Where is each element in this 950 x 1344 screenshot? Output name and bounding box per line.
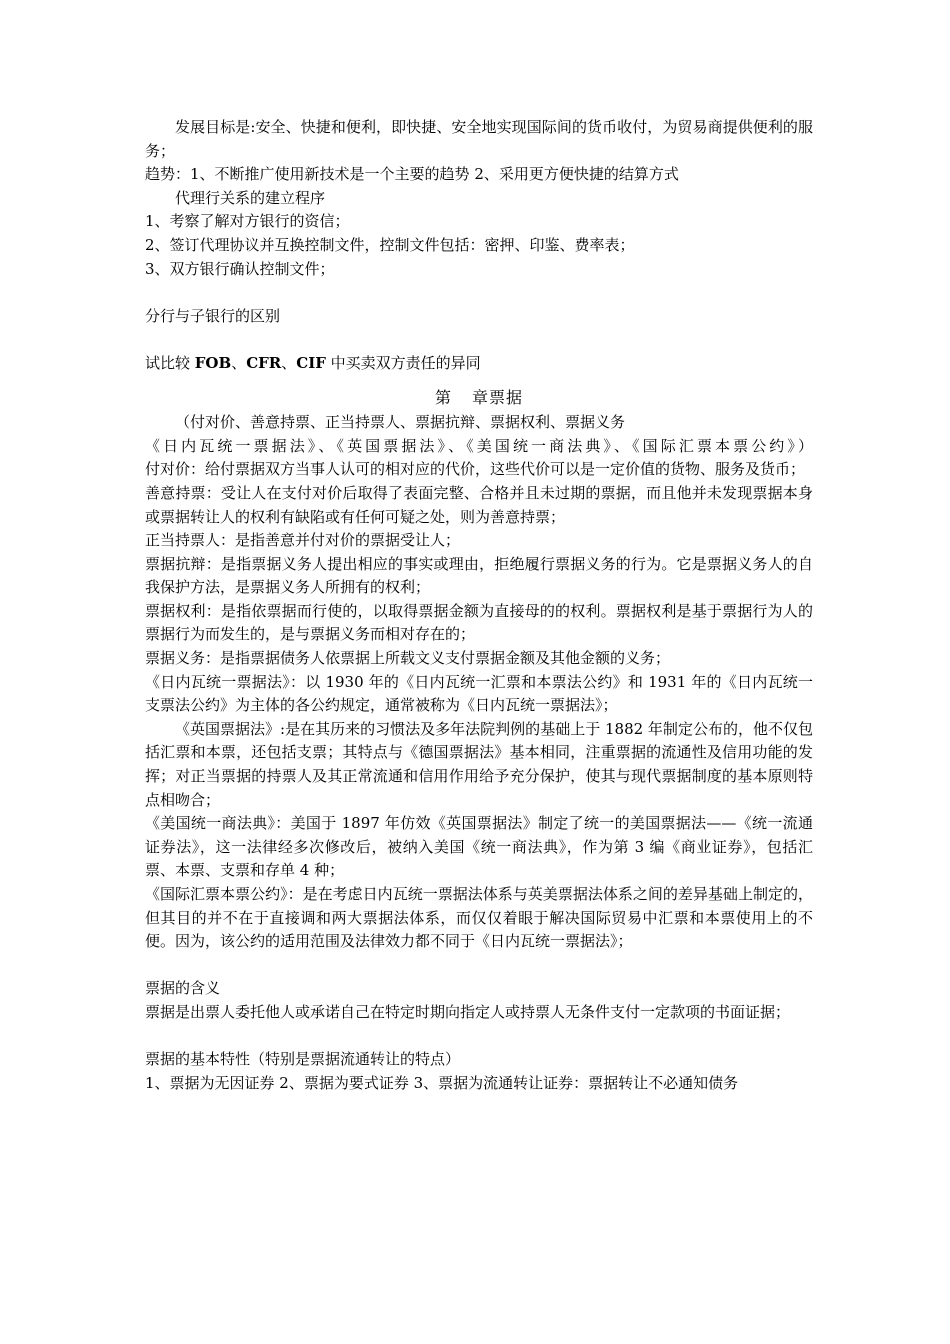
paragraph-bill-meaning: 票据是出票人委托他人或承诺自己在特定时期向指定人或持票人无条件支付一定款项的书面证据； (145, 1002, 791, 1021)
heading-bill-characteristics: 票据的基本特性（特别是票据流通转让的特点） (145, 1050, 461, 1069)
definition-international-convention: 《国际汇票本票公约》：是在考虑日内瓦统一票据法体系与英美票据法体系之间的差异基础上制定的，但其目的并不在于直接调和两大票据法体系，而仅仅着眼于解决国际贸易中汇票和本票使用上的不便。因为，该公约的适用范围及法律效力都不同于《日内瓦统一票据法》； (145, 885, 813, 951)
blank-line (145, 328, 813, 352)
definition-defense: 票据抗辩：是指票据义务人提出相应的事实或理由，拒绝履行票据义务的行为。它是票据义务人的自我保护方法，是票据义务人所拥有的权利； (145, 554, 813, 597)
term-cif: CIF (296, 353, 326, 372)
definition-us-ucc: 《美国统一商法典》：美国于 1897 年仿效《英国票据法》制定了统一的美国票据法——《统一流通证券法》，这一法律经多次修改后，被纳入美国《统一商法典》，作为第 3 编《商业证券》，包括汇票、本票、支票和存单 4 种； (145, 814, 813, 880)
paragraph-keyword-list: （付对价、善意持票、正当持票人、票据抗辩、票据权利、票据义务 (175, 413, 626, 432)
heading-branch-vs-subsidiary: 分行与子银行的区别 (145, 306, 281, 325)
chapter-title: 第 章票据 (434, 387, 524, 407)
term-fob: FOB (194, 353, 232, 372)
blank-line (145, 954, 813, 978)
paragraph-development-goal: 发展目标是:安全、快捷和便利，即快捷、安全地实现国际间的货币收付，为贸易商提供便利的服务； (145, 118, 813, 160)
list-item-2: 2、签订代理协议并互换控制文件，控制文件包括：密押、印鉴、费率表； (145, 235, 635, 254)
definition-bona-fide-holding: 善意持票：受让人在支付对价后取得了表面完整、合格并且未过期的票据，而且他并未发现票据本身或票据转让人的权利有缺陷或有任何可疑之处，则为善意持票； (145, 483, 813, 526)
blank-line (145, 1025, 813, 1049)
list-item-3: 3、双方银行确认控制文件； (145, 259, 335, 278)
definition-uk-bills-act: 《英国票据法》:是在其历来的习惯法及多年法院判例的基础上于 1882 年制定公布的，他不仅包括汇票和本票，还包括支票；其特点与《德国票据法》基本相同，注重票据的流通性及信用功能的发挥；对正当票据的持票人及其正常流通和信用作用给予充分保护，使其与现代票据制度的基本原则特点相吻合； (145, 719, 813, 809)
definition-rights: 票据权利：是指依票据而行使的，以取得票据金额为直接母的的权利。票据权利是基于票据行为人的票据行为而发生的，是与票据义务而相对存在的； (145, 601, 813, 644)
definition-geneva-law: 《日内瓦统一票据法》：以 1930 年的《日内瓦统一汇票和本票法公约》和 1931 年的《日内瓦统一支票法公约》为主体的各公约规定，通常被称为《日内瓦统一票据法》； (145, 672, 813, 715)
heading-correspondent-procedure: 代理行关系的建立程序 (175, 188, 326, 207)
heading-bill-meaning: 票据的含义 (145, 979, 221, 998)
definition-obligations: 票据义务：是指票据债务人依票据上所载文义支付票据金额及其他金额的义务； (145, 649, 671, 668)
paragraph-bill-characteristics: 1、票据为无因证券 2、票据为要式证券 3、票据为流通转让证券：票据转让不必通知债务 (145, 1073, 739, 1092)
document-page (145, 116, 813, 1095)
blank-line (145, 281, 813, 305)
definition-holder-in-due-course: 正当持票人：是指善意并付对价的票据受让人； (145, 531, 461, 550)
paragraph-trend: 趋势：1、不断推广使用新技术是一个主要的趋势 2、采用更方便快捷的结算方式 (145, 165, 679, 184)
list-item-1: 1、考察了解对方银行的资信； (145, 212, 350, 231)
heading-compare-trade-terms: 试比较 FOB、CFR、CIF 中买卖双方责任的异同 (145, 353, 481, 372)
term-cfr: CFR (246, 353, 282, 372)
definition-consideration: 付对价：给付票据双方当事人认可的相对应的代价，这些代价可以是一定价值的货物、服务及货币； (145, 460, 806, 479)
paragraph-law-list: 《日内瓦统一票据法》、《英国票据法》、《美国统一商法典》、《国际汇票本票公约》） (145, 436, 813, 455)
